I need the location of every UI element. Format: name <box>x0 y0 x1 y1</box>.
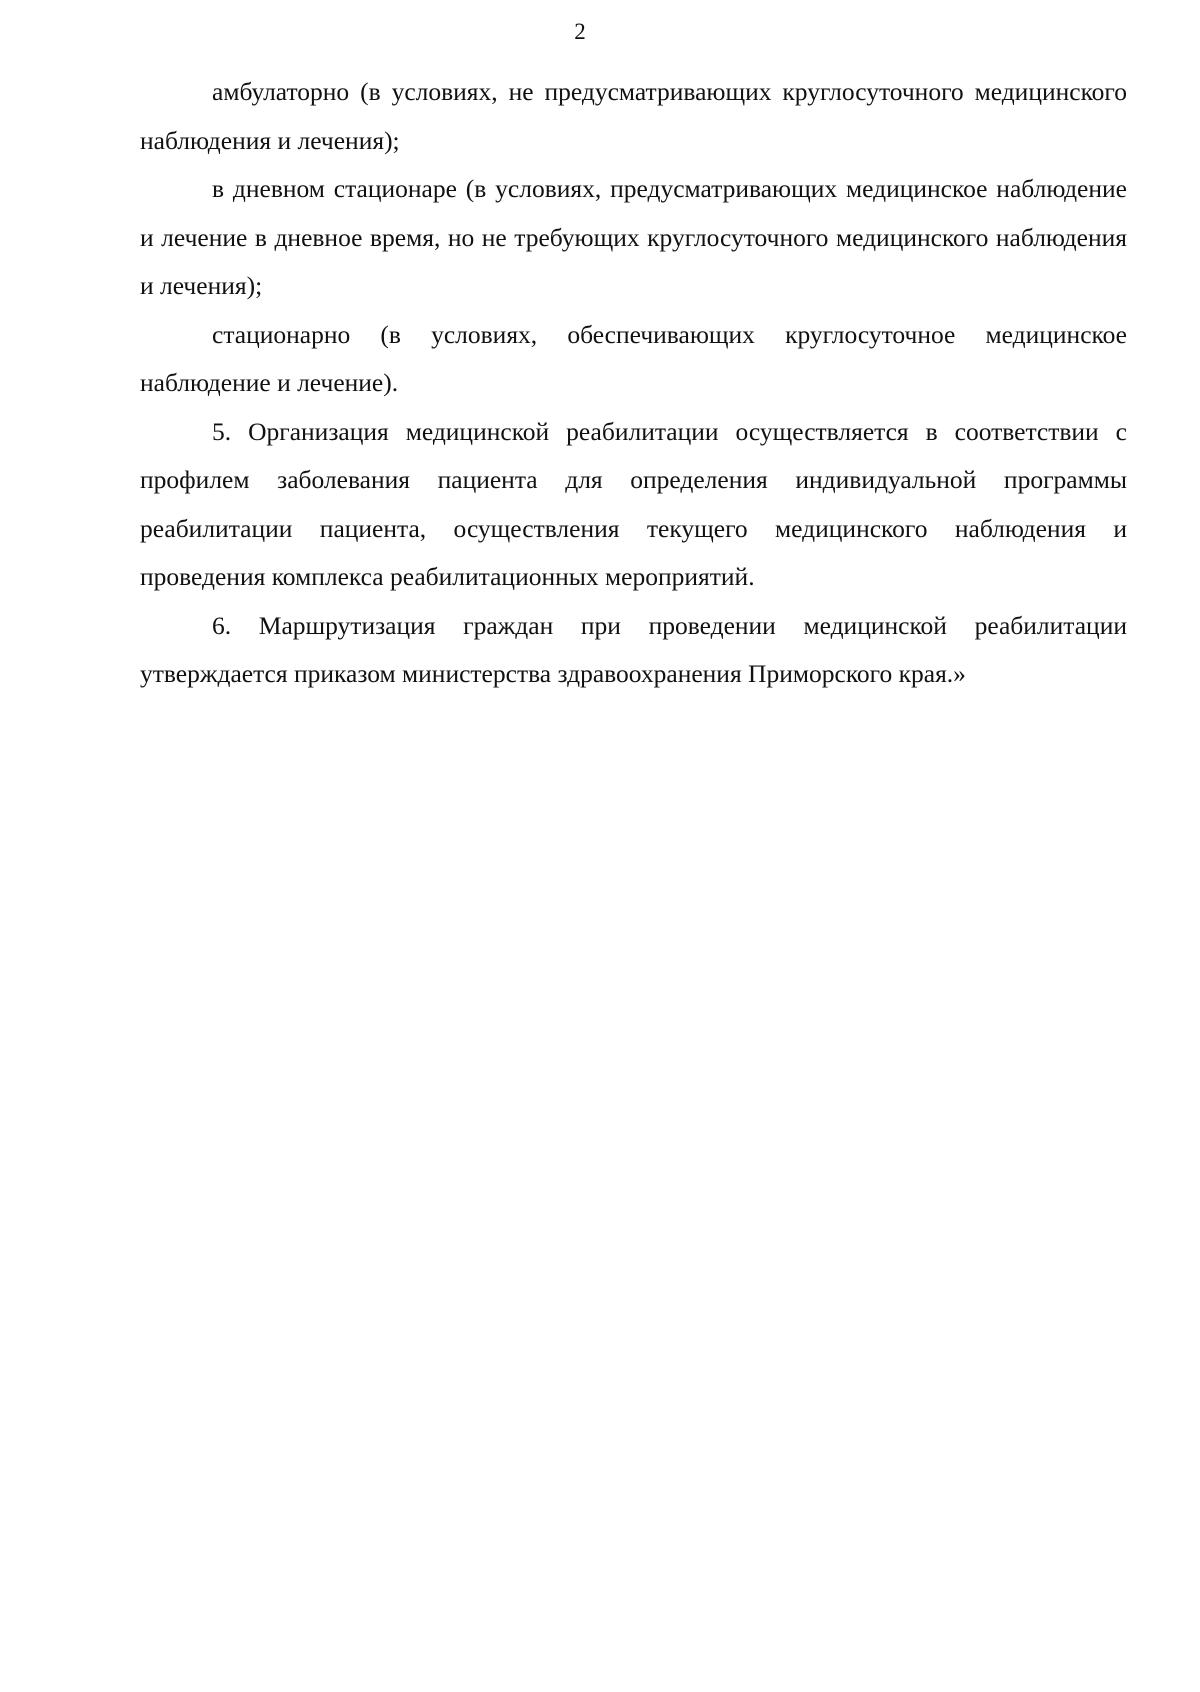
paragraph-item-6: 6. Маршрутизация граждан при проведении медицинской реабилитации утверждается приказом министерства здравоохранения Приморского края.» <box>140 610 1127 688</box>
page-number: 2 <box>574 19 586 44</box>
paragraph-ambulatory: амбулаторно (в условиях, не предусматривающих круглосуточного медицинского наблюдения и лечения); <box>140 77 1127 155</box>
paragraph-day-hospital: в дневном стационаре (в условиях, предусматривающих медицинское наблюдение и лечение в дневное время, но не требующих круглосуточного медицинского наблюдения и лечения); <box>140 174 1127 300</box>
document-body <box>140 68 1127 699</box>
paragraph-inpatient: стационарно (в условиях, обеспечивающих круглосуточное медицинское наблюдение и лечение). <box>140 319 1127 397</box>
paragraph-item-5: 5. Организация медицинской реабилитации осуществляется в соответствии с профилем заболевания пациента для определения индивидуальной программы реабилитации пациента, осуществления текущего медицинского наблюдения и проведения комплекса реабилитационных мероприятий. <box>140 416 1127 591</box>
